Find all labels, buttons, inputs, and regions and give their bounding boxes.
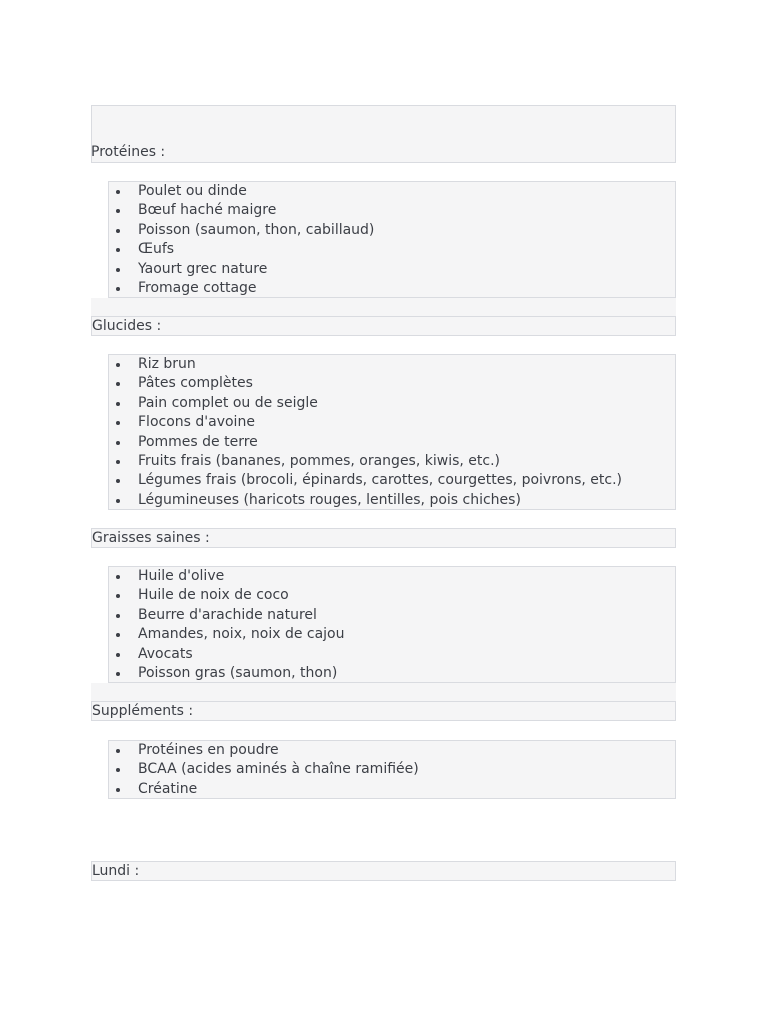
list-item: Huile de noix de coco <box>109 586 675 605</box>
list-item: Protéines en poudre <box>109 741 675 760</box>
section-divider <box>91 683 676 701</box>
bullet-icon <box>116 248 120 252</box>
list-item: Légumes frais (brocoli, épinards, carottes, courgettes, poivrons, etc.) <box>109 471 675 490</box>
list-item: Légumineuses (haricots rouges, lentilles, pois chiches) <box>109 491 675 510</box>
day-heading-monday: Lundi : <box>91 861 676 881</box>
bullet-icon <box>116 575 120 579</box>
list-item: Pommes de terre <box>109 433 675 452</box>
list-item: Huile d'olive <box>109 567 675 586</box>
bullet-icon <box>116 363 120 367</box>
list-item: Créatine <box>109 780 675 799</box>
bullet-icon <box>116 672 120 676</box>
list-item: Bœuf haché maigre <box>109 201 675 220</box>
bullet-icon <box>116 382 120 386</box>
list-item: Fromage cottage <box>109 279 675 298</box>
list-item: Poulet ou dinde <box>109 182 675 201</box>
list-proteins <box>108 181 676 298</box>
bullet-icon <box>116 268 120 272</box>
list-fats <box>108 566 676 683</box>
bullet-icon <box>116 441 120 445</box>
list-carbs <box>108 354 676 510</box>
bullet-icon <box>116 479 120 483</box>
section-heading-supplements: Suppléments : <box>91 701 676 721</box>
bullet-icon <box>116 421 120 425</box>
list-item: Avocats <box>109 645 675 664</box>
bullet-icon <box>116 768 120 772</box>
list-item: Riz brun <box>109 355 675 374</box>
list-item: Œufs <box>109 240 675 259</box>
bullet-icon <box>116 287 120 291</box>
list-item: Flocons d'avoine <box>109 413 675 432</box>
bullet-icon <box>116 402 120 406</box>
bullet-icon <box>116 499 120 503</box>
section-divider <box>91 298 676 316</box>
bullet-icon <box>116 229 120 233</box>
bullet-icon <box>116 190 120 194</box>
bullet-icon <box>116 460 120 464</box>
list-item: Poisson (saumon, thon, cabillaud) <box>109 221 675 240</box>
bullet-icon <box>116 633 120 637</box>
bullet-icon <box>116 614 120 618</box>
list-item: BCAA (acides aminés à chaîne ramifiée) <box>109 760 675 779</box>
bullet-icon <box>116 653 120 657</box>
list-item: Beurre d'arachide naturel <box>109 606 675 625</box>
section-heading-carbs: Glucides : <box>91 316 676 336</box>
section-heading-proteins: Protéines : <box>91 144 166 160</box>
list-item: Amandes, noix, noix de cajou <box>109 625 675 644</box>
list-item: Fruits frais (bananes, pommes, oranges, kiwis, etc.) <box>109 452 675 471</box>
list-item: Yaourt grec nature <box>109 260 675 279</box>
list-supplements <box>108 740 676 799</box>
bullet-icon <box>116 209 120 213</box>
bullet-icon <box>116 594 120 598</box>
bullet-icon <box>116 749 120 753</box>
list-item: Pâtes complètes <box>109 374 675 393</box>
list-item: Pain complet ou de seigle <box>109 394 675 413</box>
list-item: Poisson gras (saumon, thon) <box>109 664 675 683</box>
section-heading-fats: Graisses saines : <box>91 528 676 548</box>
bullet-icon <box>116 788 120 792</box>
